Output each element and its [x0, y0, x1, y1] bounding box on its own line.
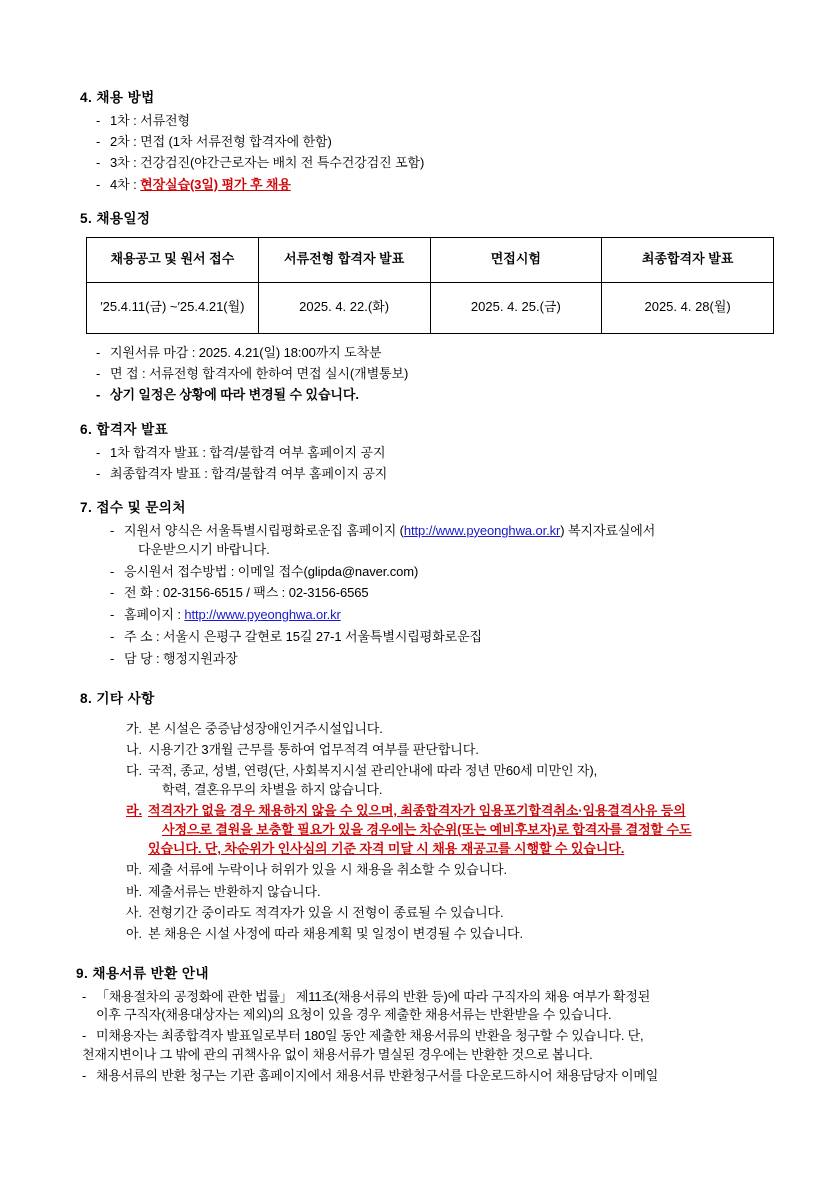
item-marker: 다. — [126, 763, 142, 779]
list-item — [110, 650, 767, 669]
item-marker: 가. — [126, 720, 142, 736]
section-other-matters — [68, 689, 767, 944]
section-announcement — [68, 420, 767, 484]
list-item — [126, 720, 767, 739]
dash-marker: - — [82, 1028, 87, 1044]
list-item — [96, 444, 767, 463]
section-title: 채용서류 반환 안내 — [92, 965, 209, 981]
list-item-text: 최종합격자 발표 : 합격/불합격 여부 홈페이지 공지 — [110, 465, 388, 481]
list-item-text: 2차 : 면접 (1차 서류전형 합격자에 한함) — [110, 134, 332, 150]
list-item — [126, 904, 767, 923]
dash-marker: - — [96, 366, 101, 382]
list-item — [96, 386, 767, 405]
table-cell: 2025. 4. 25.(금) — [430, 282, 602, 333]
list-item-continuation: 다운받으시기 바랍니다. — [138, 541, 270, 557]
section-document-return — [68, 964, 767, 1086]
dash-marker: - — [110, 607, 115, 623]
list-item-text: 지원서 양식은 서울특별시립평화로운집 홈페이지 ( — [124, 522, 404, 538]
list-item-text: 「채용절차의 공정화에 관한 법률」 제11조(채용서류의 반환 등)에 따라 구직자의 채용 여부가 확정된 — [96, 988, 651, 1004]
section-heading — [68, 498, 767, 518]
list-item — [110, 584, 767, 603]
dash-marker: - — [96, 465, 101, 481]
list-item-text: 본 시설은 중증남성장애인거주시설입니다. — [148, 720, 383, 736]
section-heading — [68, 964, 767, 984]
list-item — [96, 344, 767, 363]
list-item-text: 제출 서류에 누락이나 허위가 있을 시 채용을 취소할 수 있습니다. — [148, 862, 508, 878]
list-item — [110, 606, 767, 625]
dash-marker: - — [96, 344, 101, 360]
table-header-cell: 서류전형 합격자 발표 — [258, 237, 430, 282]
list-item — [126, 861, 767, 880]
section-contact — [68, 498, 767, 669]
contact-list — [68, 522, 767, 669]
section-title: 접수 및 문의처 — [96, 500, 186, 516]
list-item — [96, 154, 767, 173]
list-item-text: 본 채용은 시설 사정에 따라 채용계획 및 일정이 변경될 수 있습니다. — [148, 926, 523, 942]
list-item-text: 담 당 : 행정지원과장 — [124, 650, 238, 666]
section-heading — [68, 209, 767, 229]
list-item-text: 응시원서 접수방법 : 이메일 접수(glipda@naver.com) — [124, 563, 419, 579]
list-item — [110, 563, 767, 582]
section-heading — [68, 420, 767, 440]
list-item-text: 3차 : 건강검진(야간근로자는 배치 전 특수건강검진 포함) — [110, 155, 425, 171]
table-cell: 2025. 4. 22.(화) — [258, 282, 430, 333]
dash-marker: - — [96, 155, 101, 171]
section-title: 기타 사항 — [96, 690, 155, 706]
announcement-list — [68, 444, 767, 484]
section-number: 4. — [80, 90, 93, 105]
list-item-continuation-2: 있습니다. 단, 차순위가 인사심의 기준 자격 미달 시 채용 재공고를 시행할 수 있습니다. — [148, 841, 625, 857]
list-item-text: 채용서류의 반환 청구는 기관 홈페이지에서 채용서류 반환청구서를 다운로드하시어 채용담당자 이메일 — [96, 1067, 659, 1083]
list-item-text: 1차 : 서류전형 — [110, 112, 190, 128]
list-item-continuation: 천재지변이나 그 밖에 관의 귀책사유 없이 채용서류가 멸실된 경우에는 반환한 것으로 봅니다. — [82, 1047, 593, 1063]
list-item — [82, 988, 767, 1026]
list-item — [110, 522, 767, 560]
section-number: 7. — [80, 500, 93, 516]
table-cell: ′25.4.11(금) ~′25.4.21(월) — [87, 282, 259, 333]
table-header-cell: 채용공고 및 원서 접수 — [87, 237, 259, 282]
table-header-cell: 최종합격자 발표 — [602, 237, 774, 282]
section-title: 채용 방법 — [96, 90, 155, 105]
item-marker: 마. — [126, 862, 142, 878]
section-number: 9. — [76, 965, 89, 981]
method-list — [68, 112, 767, 195]
list-item-text: 전 화 : 02-3156-6515 / 팩스 : 02-3156-6565 — [124, 585, 369, 601]
list-item — [126, 762, 767, 800]
other-matters-list — [68, 720, 767, 945]
list-item-continuation: 이후 구직자(채용대상자는 제외)의 요청이 있을 경우 제출한 채용서류는 반환받을 수 있습니다. — [96, 1007, 612, 1023]
section-recruitment-method — [68, 88, 767, 195]
section-schedule — [68, 209, 767, 405]
dash-marker: - — [110, 629, 115, 645]
item-marker: 바. — [126, 883, 142, 899]
item-marker: 사. — [126, 905, 142, 921]
dash-marker: - — [96, 112, 101, 128]
list-item-text: 상기 일정은 상황에 따라 변경될 수 있습니다. — [110, 387, 359, 403]
dash-marker: - — [82, 1067, 87, 1083]
dash-marker: - — [96, 134, 101, 150]
dash-marker: - — [110, 563, 115, 579]
list-item-highlighted — [126, 802, 767, 859]
list-item — [96, 365, 767, 384]
item-marker: 나. — [126, 741, 142, 757]
list-item — [96, 112, 767, 131]
homepage-link[interactable]: http://www.pyeonghwa.or.kr — [403, 522, 561, 538]
schedule-notes — [68, 344, 767, 406]
item-marker: 라. — [126, 803, 142, 819]
list-item-text: 제출서류는 반환하지 않습니다. — [148, 883, 321, 899]
return-info-list — [68, 988, 767, 1086]
list-item-text: 지원서류 마감 : 2025. 4.21(일) 18:00까지 도착분 — [110, 344, 382, 360]
section-title: 합격자 발표 — [96, 421, 169, 437]
list-item-text: 전형기간 중이라도 적격자가 있을 시 전형이 종료될 수 있습니다. — [148, 905, 504, 921]
list-item-text: 4차 : — [110, 176, 141, 192]
dash-marker: - — [96, 176, 101, 192]
dash-marker: - — [96, 387, 101, 403]
list-item — [126, 741, 767, 760]
section-title: 채용일정 — [96, 211, 151, 227]
dash-marker: - — [82, 988, 87, 1004]
list-item — [96, 133, 767, 152]
dash-marker: - — [110, 585, 115, 601]
list-item — [96, 176, 767, 195]
table-header-row — [87, 237, 774, 282]
list-item-text-after: ) 복지자료실에서 — [560, 522, 656, 538]
schedule-table — [86, 237, 774, 334]
table-cell: 2025. 4. 28(월) — [602, 282, 774, 333]
list-item-text: 홈페이지 : — [124, 607, 185, 623]
list-item-continuation: 사정으로 결원을 보충할 필요가 있을 경우에는 차순위(또는 예비후보자)로 합격자를 결정할 수도 — [162, 822, 692, 838]
dash-marker: - — [96, 444, 101, 460]
table-row — [87, 282, 774, 333]
list-item-text: 국적, 종교, 성별, 연령(단, 사회복지시설 관리안내에 따라 정년 만60세 미만인 자), — [148, 763, 598, 779]
list-item — [110, 628, 767, 647]
table-header-cell: 면접시험 — [430, 237, 602, 282]
list-item-text: 시용기간 3개월 근무를 통하여 업무적격 여부를 판단합니다. — [148, 741, 479, 757]
list-item-text: 미채용자는 최종합격자 발표일로부터 180일 동안 제출한 채용서류의 반환을 청구할 수 있습니다. 단, — [96, 1028, 644, 1044]
section-number: 6. — [80, 421, 93, 437]
list-item-text: 주 소 : 서울시 은평구 갈현로 15길 27-1 서울특별시립평화로운집 — [124, 629, 483, 645]
list-item — [96, 465, 767, 484]
list-item-text: 1차 합격자 발표 : 합격/불합격 여부 홈페이지 공지 — [110, 444, 386, 460]
list-item — [126, 925, 767, 944]
item-marker: 아. — [126, 926, 142, 942]
list-item — [82, 1067, 767, 1086]
list-item-continuation: 학력, 결혼유무의 차별을 하지 않습니다. — [162, 782, 383, 798]
section-heading — [68, 689, 767, 709]
section-heading — [68, 88, 767, 108]
section-number: 8. — [80, 690, 93, 706]
homepage-link[interactable]: http://www.pyeonghwa.or.kr — [184, 607, 341, 623]
list-item-text: 적격자가 없을 경우 채용하지 않을 수 있으며, 최종합격자가 임용포기합격취소·임용결격사유 등의 — [148, 803, 686, 819]
section-number: 5. — [80, 211, 93, 227]
list-item — [126, 883, 767, 902]
dash-marker: - — [110, 650, 115, 666]
list-item — [82, 1027, 767, 1065]
dash-marker: - — [110, 522, 115, 538]
list-item-text: 면 접 : 서류전형 합격자에 한하여 면접 실시(개별통보) — [110, 366, 409, 382]
emphasis-text: 현장실습(3일) 평가 후 채용 — [140, 176, 291, 192]
